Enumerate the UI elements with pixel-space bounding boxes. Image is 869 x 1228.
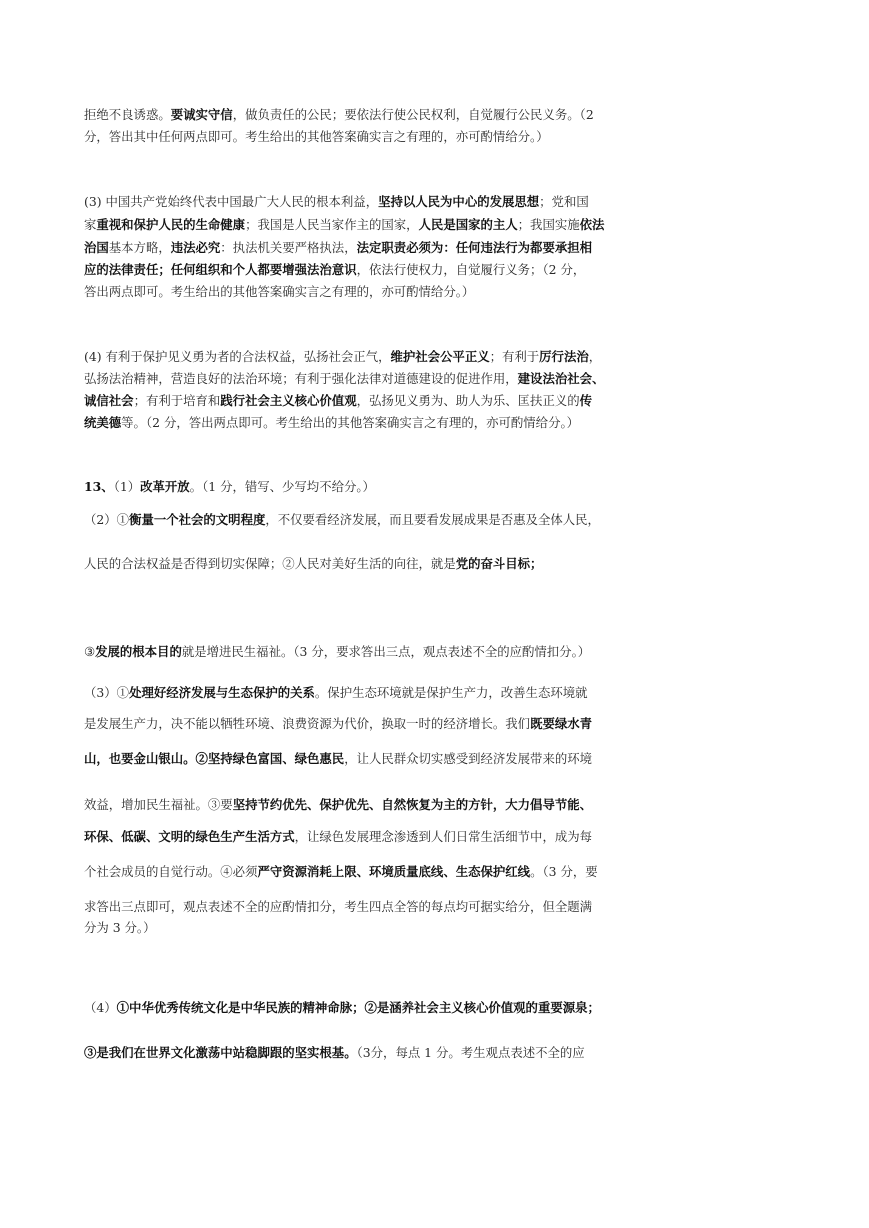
text-segment: ，让绿色发展理念渗透到人们日常生活细节中，成为每 (294, 829, 593, 844)
bold-text-segment: 环保、低碳、文明的绿色生产生活方式 (84, 829, 295, 844)
bold-text-segment: 坚持以人民为中心的发展思想 (378, 194, 540, 209)
text-line (84, 685, 684, 701)
text-line (84, 556, 684, 572)
bold-text-segment: 改革开放 (140, 479, 190, 494)
bold-text-segment: 既要绿水青 (530, 716, 593, 731)
text-line (84, 479, 684, 495)
bold-text-segment: 坚持节约优先、保护优先、自然恢复为主的方针，大力倡导节能、 (232, 797, 593, 812)
bold-text-segment: 法定职责必须为：任何违法行为都要承担相 (356, 240, 593, 255)
text-segment: 就是增进民生福祉。（3 分，要求答出三点，观点表述不全的应酌情扣分。） (181, 644, 591, 659)
bold-text-segment: 统美德 (84, 415, 122, 430)
text-line (84, 920, 684, 936)
bold-text-segment: ①中华优秀传统文化是中华民族的精神命脉；②是涵养社会主义核心价值观的重要源泉； (116, 1000, 600, 1015)
bold-text-segment: 山，也要金山银山。②坚持绿色富国、绿色惠民 (84, 751, 345, 766)
text-segment: 基本方略， (108, 240, 171, 255)
text-segment: 弘扬法治精神，营造良好的法治环境；有利于强化法律对道德建设的促进作用， (84, 371, 518, 386)
text-line (84, 129, 684, 145)
bold-text-segment: 应的法律责任；任何组织和个人都要增强法治意识 (84, 262, 357, 277)
text-segment: 分，答出其中任何两点即可。考生给出的其他答案确实言之有理的，亦可酌情给分。） (84, 129, 549, 144)
text-line (84, 217, 684, 233)
text-line (84, 1045, 684, 1061)
text-segment: ，不仅要看经济发展，而且要看发展成果是否惠及全体人民， (265, 512, 600, 527)
bold-text-segment: 维护社会公平正义 (390, 349, 490, 364)
bold-text-segment: 依法 (579, 217, 605, 232)
text-line (84, 415, 684, 431)
text-segment: 效益，增加民生福祉。③要 (84, 797, 233, 812)
text-segment: 分为 3 分。） (84, 920, 156, 935)
bold-text-segment: 建设法治社会、 (517, 371, 605, 386)
text-segment: 家 (84, 217, 97, 232)
text-segment: 个社会成员的自觉行动。④必须 (84, 864, 258, 879)
bold-text-segment: 处理好经济发展与生态保护的关系 (129, 685, 315, 700)
bold-text-segment: 衡量一个社会的文明程度 (129, 512, 266, 527)
text-line (84, 797, 684, 813)
bold-text-segment: 诚信社会 (84, 393, 134, 408)
text-line (84, 284, 684, 300)
text-segment: （1） (113, 479, 141, 494)
text-segment: ；有利于培育和 (133, 393, 221, 408)
text-line (84, 829, 684, 845)
text-segment: ，让人民群众切实感受到经济发展带来的环境 (344, 751, 593, 766)
bold-text-segment: 严守资源消耗上限、环境质量底线、生态保护红线 (257, 864, 531, 879)
text-line (84, 262, 684, 278)
text-line (84, 751, 684, 767)
text-segment: 。（3 分，要 (530, 864, 598, 879)
text-segment: ，做负责任的公民；要依法行使公民权利，自觉履行公民义务。（2 (232, 107, 594, 122)
text-segment: （3分，每点 1 分。考生观点表述不全的应 (356, 1045, 585, 1060)
bold-text-segment: 违法必究 (170, 240, 221, 255)
text-segment: （2）① (84, 512, 130, 527)
text-line (84, 371, 684, 387)
bold-text-segment: 治国 (84, 240, 109, 255)
text-line (84, 899, 684, 915)
text-line (84, 349, 684, 365)
text-segment: (3) 中国共产党始终代表中国最广大人民的根本利益， (84, 194, 379, 209)
text-segment: （3）① (84, 685, 130, 700)
text-line (84, 1000, 684, 1016)
text-line (84, 512, 684, 528)
text-segment: 。保护生态环境就是保护生产力，改善生态环境就 (314, 685, 588, 700)
bold-text-segment: 践行社会主义核心价值观 (220, 393, 357, 408)
text-segment: ③ (84, 644, 96, 659)
text-segment: ；我国实施 (517, 217, 580, 232)
text-line (84, 107, 684, 123)
bold-text-segment: 厉行法治 (539, 349, 589, 364)
bold-text-segment: 重视和保护人民的生命健康 (96, 217, 246, 232)
text-line (84, 240, 684, 256)
bold-text-segment: 人民是国家的主人 (418, 217, 518, 232)
bold-text-segment: ③是我们在世界文化激荡中站稳脚跟的坚实根基。 (84, 1045, 357, 1060)
text-segment: ：执法机关要严格执法， (220, 240, 357, 255)
text-line (84, 864, 684, 880)
text-line (84, 644, 684, 660)
text-segment: （4） (84, 1000, 117, 1015)
text-segment: ，弘扬见义勇为、助人为乐、匡扶正义的 (356, 393, 580, 408)
text-segment: 是发展生产力，决不能以牺牲环境、浪费资源为代价，换取一时的经济增长。我们 (84, 716, 531, 731)
text-segment: 求答出三点即可，观点表述不全的应酌情扣分，考生四点全答的每点均可据实给分，但全题满 (84, 899, 593, 914)
text-line (84, 194, 684, 210)
bold-text-segment: 要诚实守信 (170, 107, 233, 122)
text-segment: 。（1 分，错写、少写均不给分。） (189, 479, 375, 494)
text-segment: ；党和国 (539, 194, 589, 209)
text-line (84, 393, 684, 409)
text-segment: ， (588, 349, 602, 364)
bold-text-segment: 党的奋斗目标； (455, 556, 543, 571)
bold-text-segment: 13、 (84, 479, 114, 494)
bold-text-segment: 发展的根本目的 (95, 644, 182, 659)
text-segment: 答出两点即可。考生给出的其他答案确实言之有理的，亦可酌情给分。） (84, 284, 475, 299)
text-segment: 拒绝不良诱惑。 (84, 107, 171, 122)
text-segment: 等。（2 分，答出两点即可。考生给出的其他答案确实言之有理的，亦可酌情给分。） (121, 415, 580, 430)
text-segment: ，依法行使权力，自觉履行义务；（2 分， (356, 262, 586, 277)
text-segment: ；我国是人民当家作主的国家， (245, 217, 419, 232)
text-line (84, 716, 684, 732)
text-segment: ；有利于 (489, 349, 540, 364)
bold-text-segment: 传 (579, 393, 593, 408)
text-segment: (4) 有利于保护见义勇为者的合法权益，弘扬社会正气， (84, 349, 391, 364)
text-segment: 人民的合法权益是否得到切实保障；②人民对美好生活的向往，就是 (84, 556, 456, 571)
